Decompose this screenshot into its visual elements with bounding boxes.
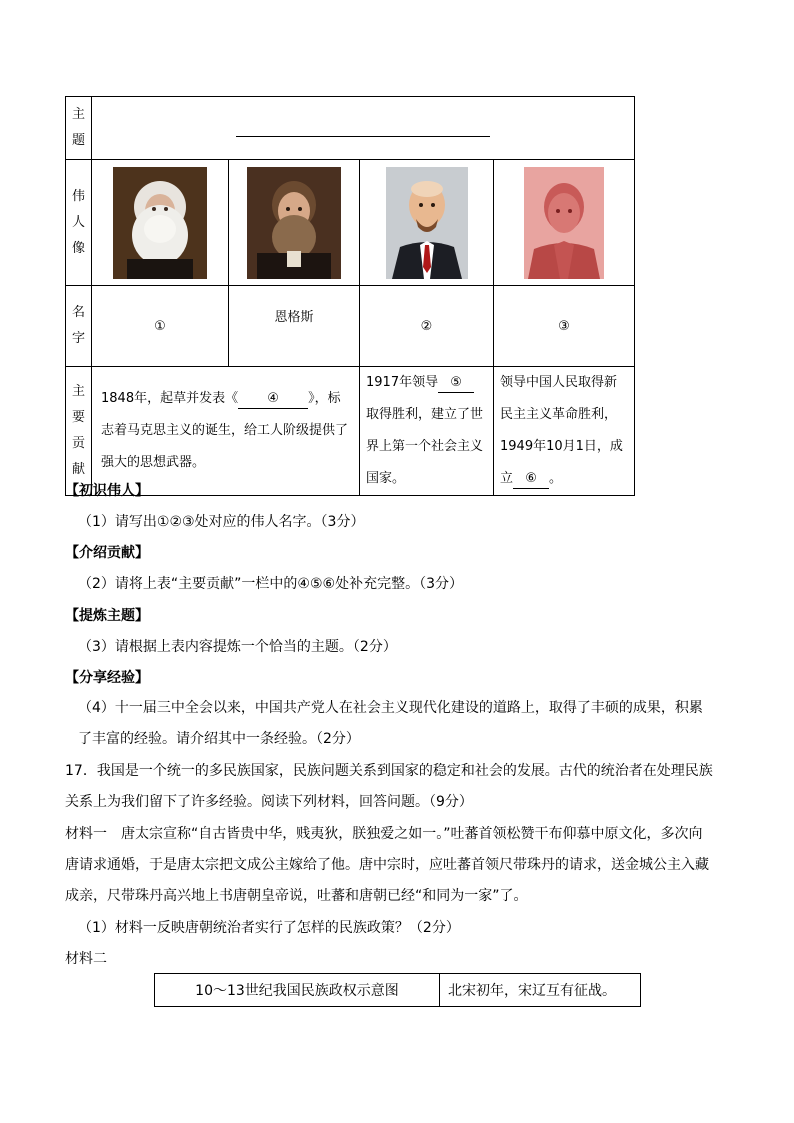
contribution-text: 1917年领导 xyxy=(366,375,439,390)
contribution-text: 》，标志着马克思主义的诞生，给工人阶级提供了强大的思想武器。 xyxy=(101,391,349,470)
portrait-cell-3 xyxy=(360,160,494,286)
contribution-text: 。 xyxy=(549,471,563,486)
material-2-caption: 北宋初年，宋辽互有征战。 xyxy=(440,974,641,1007)
question-17-text: 17．我国是一个统一的多民族国家，民族问题关系到国家的稳定和社会的发展。古代的统治者在处理民族关系上为我们留下了许多经验。阅读下列材料，回答问题。（9分） xyxy=(65,763,713,810)
question-17-1: （1）材料一反映唐朝统治者实行了怎样的民族政策？（2分） xyxy=(78,920,460,936)
contribution-cell-2 xyxy=(360,367,494,496)
heading-theme: 【提炼主题】 xyxy=(65,608,149,624)
question-4 xyxy=(65,693,715,755)
material-1-text: 材料一 唐太宗宣称“自古皆贵中华，贱夷狄，朕独爱之如一。”吐蕃首领松赞干布仰慕中原文化，多次向唐请求通婚，于是唐太宗把文成公主嫁给了他。唐中宗时，应吐蕃首领尺带珠丹的请求，送金城公主入藏成亲，尺带珠丹高兴地上书唐朝皇帝说，吐蕃和唐朝已经“和同为一家”了。 xyxy=(65,826,709,904)
contribution-text: 1848年，起草并发表《 xyxy=(101,391,239,406)
name-cell-3: ② xyxy=(360,286,494,367)
theme-answer-line xyxy=(236,136,490,137)
contribution-cell-3 xyxy=(494,367,635,496)
material-2-map-title: 10～13世纪我国民族政权示意图 xyxy=(155,974,440,1007)
theme-label: 主 题 xyxy=(66,97,92,160)
portrait-engels xyxy=(247,167,341,279)
name-cell-1: ① xyxy=(92,286,229,367)
contribution-cell-1 xyxy=(92,367,360,496)
portrait-label: 伟 人 像 xyxy=(66,160,92,286)
contribution-text: 领导中国人民取得新民主主义革命胜利，1949年10月1日，成立 xyxy=(500,375,623,486)
material-1 xyxy=(65,819,715,912)
great-figures-table xyxy=(65,96,635,496)
portrait-marx xyxy=(113,167,207,279)
question-4-text: （4）十一届三中全会以来，中国共产党人在社会主义现代化建设的道路上，取得了丰硕的成果，积累了丰富的经验。请介绍其中一条经验。（2分） xyxy=(78,700,703,747)
material-2-table xyxy=(154,973,641,1007)
heading-know-figures: 【初识伟人】 xyxy=(65,483,149,499)
name-label: 名 字 xyxy=(66,286,92,367)
material-2-label: 材料二 xyxy=(65,951,107,967)
question-2: （2）请将上表“主要贡献”一栏中的④⑤⑥处补充完整。（3分） xyxy=(78,576,463,592)
blank-4[interactable]: ④ xyxy=(238,390,308,409)
portrait-cell-4 xyxy=(494,160,635,286)
portrait-cell-2 xyxy=(229,160,360,286)
name-cell-2: 恩格斯 xyxy=(229,286,360,367)
portrait-cell-1 xyxy=(92,160,229,286)
portrait-mao xyxy=(524,167,604,279)
question-3: （3）请根据上表内容提炼一个恰当的主题。（2分） xyxy=(78,639,397,655)
heading-experience: 【分享经验】 xyxy=(65,670,149,686)
question-1: （1）请写出①②③处对应的伟人名字。（3分） xyxy=(78,514,365,530)
blank-5[interactable]: ⑤ xyxy=(438,374,474,393)
blank-6[interactable]: ⑥ xyxy=(513,470,549,489)
portrait-lenin xyxy=(386,167,468,279)
name-cell-4: ③ xyxy=(494,286,635,367)
contribution-text: 取得胜利，建立了世界上第一个社会主义国家。 xyxy=(366,407,484,486)
contribution-label: 主 要 贡 献 xyxy=(66,367,92,496)
heading-contributions: 【介绍贡献】 xyxy=(65,545,149,561)
question-17 xyxy=(65,756,715,818)
theme-answer-cell xyxy=(92,97,635,160)
